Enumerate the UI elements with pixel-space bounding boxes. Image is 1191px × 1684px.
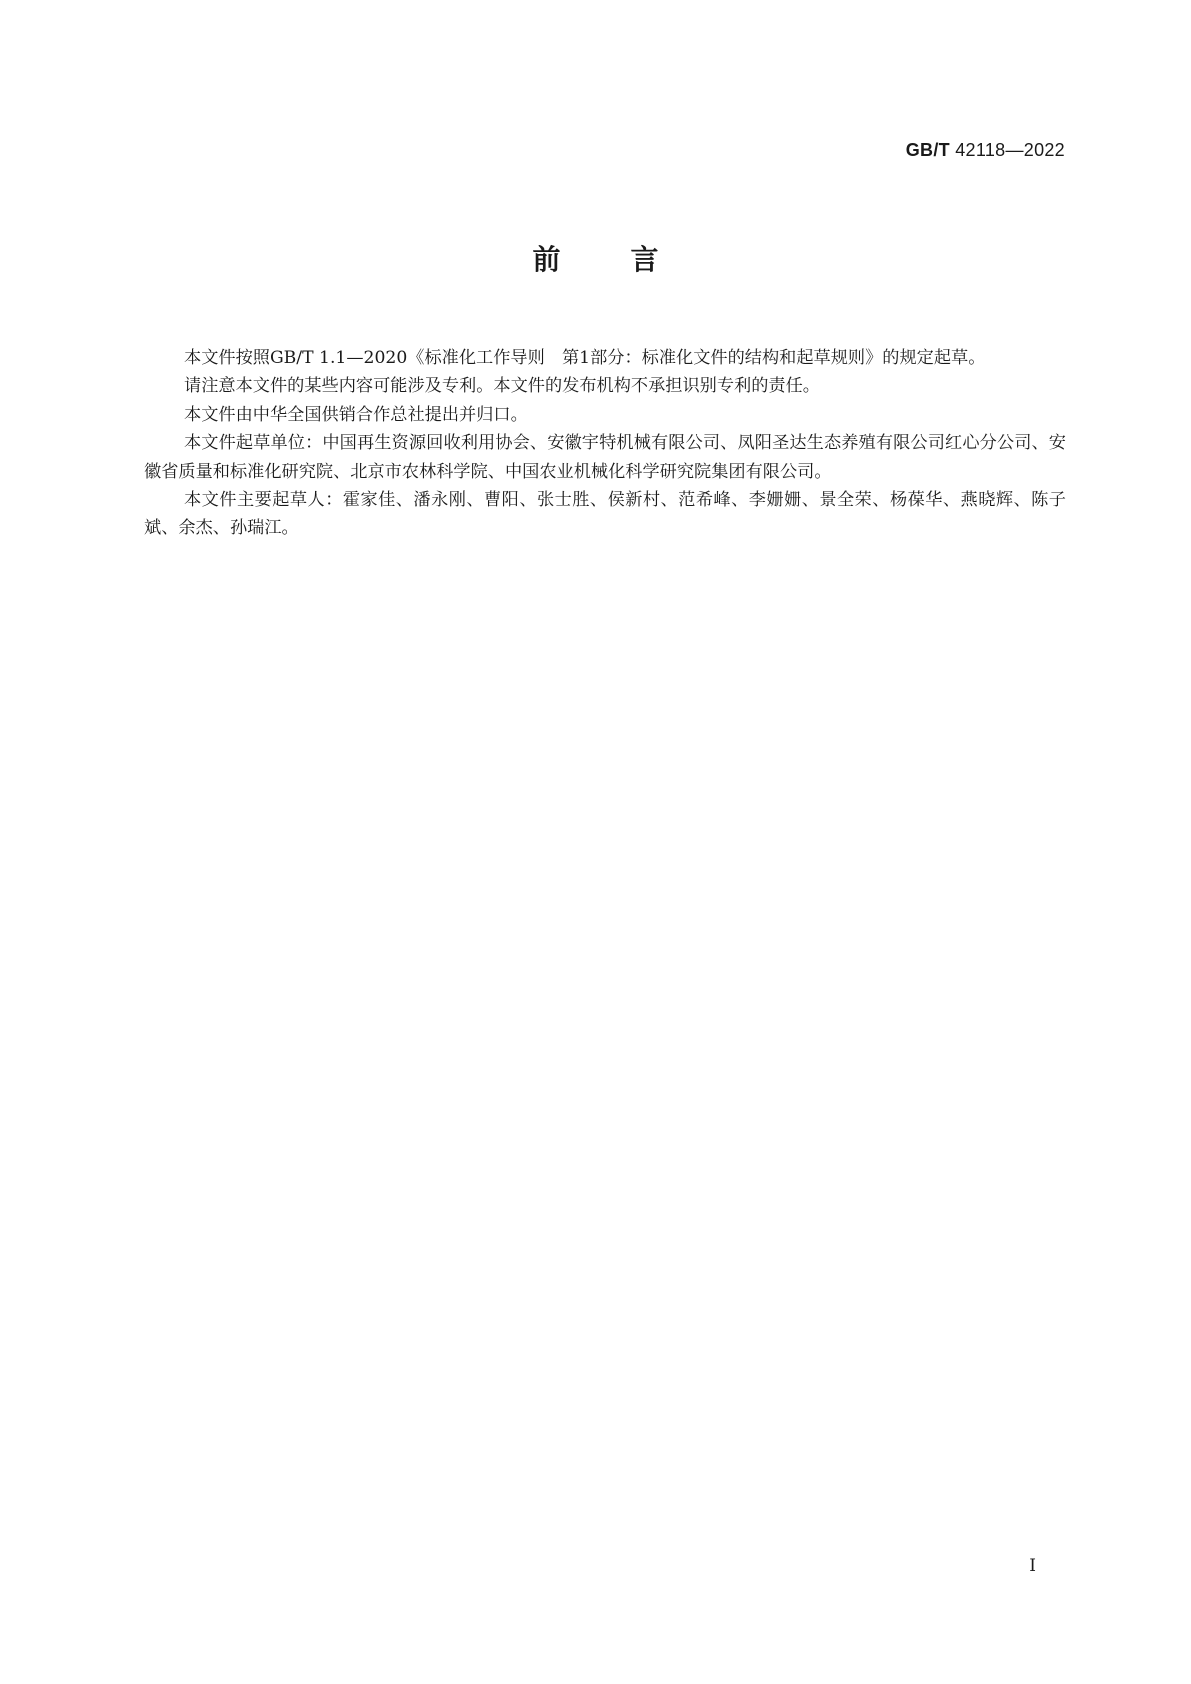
standard-code-prefix: GB/T xyxy=(905,140,950,160)
paragraph-drafters: 本文件主要起草人：霍家佳、潘永刚、曹阳、张士胜、侯新村、范希峰、李姗姗、景全荣、杨葆华、燕晓辉、陈子斌、余杰、孙瑞江。 xyxy=(144,490,1066,539)
standard-code xyxy=(906,140,1065,161)
paragraph-patent-notice: 请注意本文件的某些内容可能涉及专利。本文件的发布机构不承担识别专利的责任。 xyxy=(184,376,820,397)
paragraph-drafting-units: 本文件起草单位：中国再生资源回收利用协会、安徽宇特机械有限公司、凤阳圣达生态养殖有限公司红心分公司、安徽省质量和标准化研究院、北京市农林科学院、中国农业机械化科学研究院集团有限公司。 xyxy=(144,433,1066,482)
page-number: I xyxy=(1029,1556,1036,1576)
page-title: 前言 xyxy=(532,243,729,276)
paragraph-drafting-rules: 本文件按照GB/T 1.1—2020《标准化工作导则 第1部分：标准化文件的结构和起草规则》的规定起草。 xyxy=(184,348,986,368)
foreword-body xyxy=(144,344,1066,543)
standard-code-number: 42118—2022 xyxy=(955,140,1065,160)
paragraph-proposer: 本文件由中华全国供销合作总社提出并归口。 xyxy=(184,404,528,425)
